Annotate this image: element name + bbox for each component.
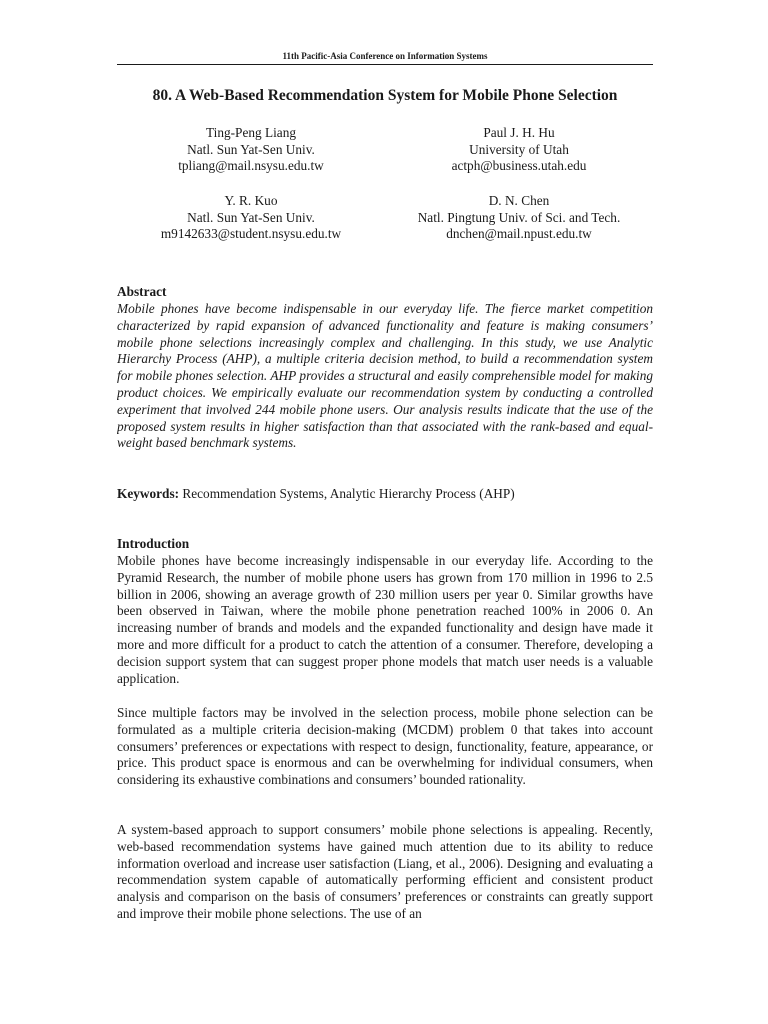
author-block-4 <box>385 193 653 243</box>
keywords-line <box>117 486 653 503</box>
author-email: tpliang@mail.nsysu.edu.tw <box>178 158 324 174</box>
author-affiliation: Natl. Sun Yat-Sen Univ. <box>187 209 315 225</box>
intro-paragraph-2: Since multiple factors may be involved in the selection process, mobile phone selection can be formulated as a multiple criteria decision-making (MCDM) problem 0 that takes into account consumers’ preferences or expectations with respect to design, functionality, feature, appearance, or price. This product space is enormous and can be overwhelming for individual consumers, when considering its exhaustive combinations and consumers’ bounded rationality. <box>117 705 653 788</box>
author-affiliation: Natl. Sun Yat-Sen Univ. <box>187 141 315 157</box>
author-email: m9142633@student.nsysu.edu.tw <box>160 226 342 242</box>
author-email: dnchen@mail.npust.edu.tw <box>446 226 592 242</box>
author-email: actph@business.utah.edu <box>451 158 587 174</box>
author-block-3 <box>117 193 385 243</box>
abstract-heading: Abstract <box>117 284 167 299</box>
author-name: Paul J. H. Hu <box>483 125 555 140</box>
abstract-text: Mobile phones have become indispensable in our everyday life. The fierce market competition characterized by rapid expansion of advanced functionality and feature is making consumers’ mobile phone selections increasingly complex and challenging. In this study, we use Analytic Hierarchy Process (AHP), a multiple criteria decision method, to build a recommendation system for mobile phones selection. AHP provides a structural and easily comprehensible model for making product choices. We empirically evaluate our recommendation system by conducting a controlled experiment that involved 244 mobile phone users. Our analysis results indicate that the use of the proposed system results in higher satisfaction than that associated with the rank-based and equal-weight based benchmark systems. <box>117 301 653 451</box>
author-block-2 <box>385 125 653 175</box>
intro-paragraph-3: A system-based approach to support consumers’ mobile phone selections is appealing. Recently, web-based recommendation systems have gained much attention due to its ability to reduce information overload and increase user satisfaction (Liang, et al., 2006). Designing and evaluating a recommendation system capable of automatically performing efficient and consistent product analysis and comparison on the basis of consumers’ preferences or constraints can greatly support and improve their mobile phone selections. The use of an <box>117 822 653 921</box>
author-name: Ting-Peng Liang <box>205 125 296 140</box>
intro-paragraph-1: Mobile phones have become increasingly indispensable in our everyday life. According to the Pyramid Research, the number of mobile phone users has grown from 170 million in 1996 to 2.5 billion in 2006, showing an average growth of 230 million users per year 0. Similar growths have been observed in Taiwan, where the mobile phone penetration reached 100% in 2006 0. An increasing number of brands and models and the expanded functionality and design have made it more and more difficult for a product to catch the attention of a consumer. Therefore, developing a decision support system that can suggest proper phone models that match user needs is a valuable application. <box>117 553 653 686</box>
keywords-text: Recommendation Systems, Analytic Hierarchy Process (AHP) <box>182 486 515 501</box>
paper-title: 80. A Web-Based Recommendation System for Mobile Phone Selection <box>152 87 618 104</box>
author-name: Y. R. Kuo <box>224 193 278 208</box>
author-affiliation: University of Utah <box>469 141 569 157</box>
author-affiliation: Natl. Pingtung Univ. of Sci. and Tech. <box>417 209 621 225</box>
keywords-label: Keywords: <box>117 486 180 501</box>
header-rule <box>117 64 653 65</box>
introduction-heading: Introduction <box>117 536 190 551</box>
author-block-1 <box>117 125 385 175</box>
running-header: 11th Pacific-Asia Conference on Information Systems <box>282 51 488 61</box>
author-name: D. N. Chen <box>488 193 550 208</box>
